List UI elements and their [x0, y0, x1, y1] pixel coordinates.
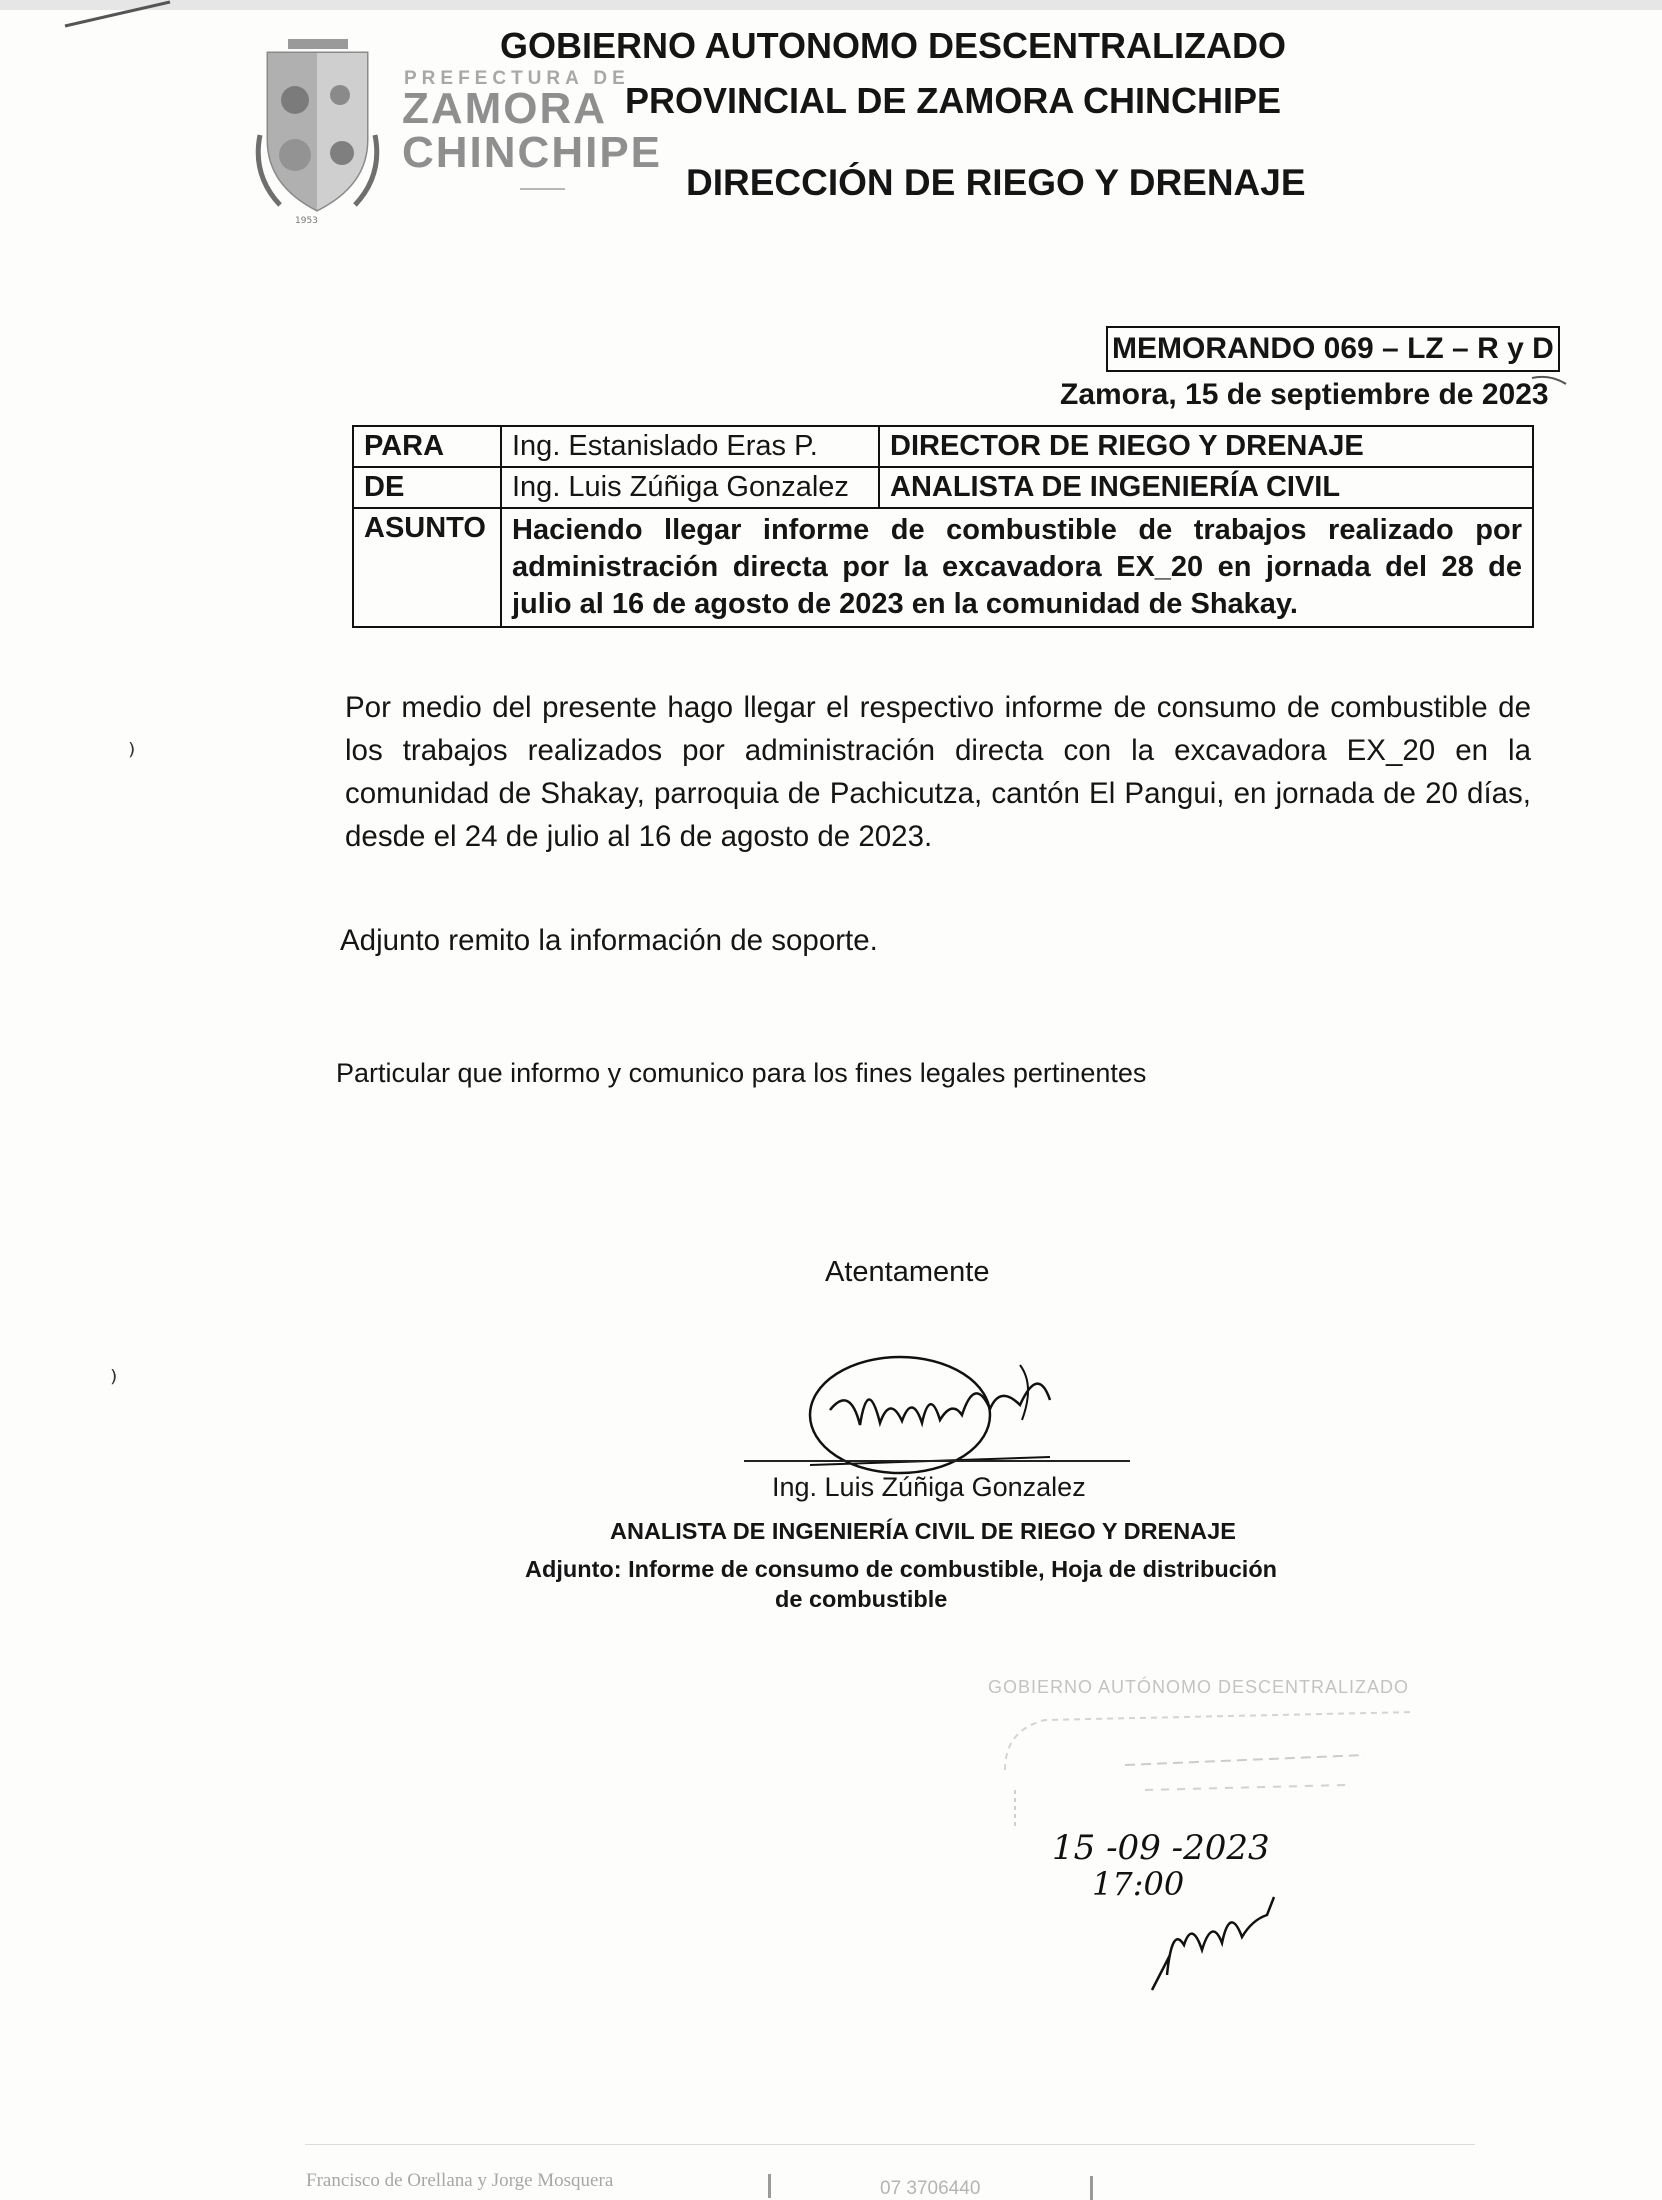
stamp-header-text: GOBIERNO AUTÓNOMO DESCENTRALIZADO	[988, 1677, 1410, 1697]
department-title: DIRECCIÓN DE RIEGO Y DRENAJE	[686, 162, 1306, 203]
received-time: 17:00	[1092, 1865, 1185, 1903]
closing: Atentamente	[825, 1256, 990, 1288]
logo-big-text-1: ZAMORA	[402, 84, 608, 133]
hole-punch-mark: ⁾	[110, 1366, 118, 1399]
header-title-line-2: PROVINCIAL DE ZAMORA CHINCHIPE	[625, 80, 1282, 121]
logo-small-text: PREFECTURA DE	[404, 68, 630, 89]
table-row-para	[353, 426, 1533, 467]
received-date-handwriting	[1052, 1825, 1312, 2005]
de-label: DE	[353, 467, 501, 508]
body-paragraph-2: Adjunto remito la información de soporte.	[340, 924, 878, 957]
scan-top-edge	[0, 0, 1662, 10]
signer-title: ANALISTA DE INGENIERÍA CIVIL DE RIEGO Y DRENAJE	[610, 1518, 1236, 1544]
logo-big-text-2: CHINCHIPE	[402, 128, 663, 177]
footer-address: Francisco de Orellana y Jorge Mosquera	[306, 2170, 614, 2191]
footer-separator	[768, 2174, 771, 2198]
attachments-line-1: Adjunto: Informe de consumo de combustible, Hoja de distribución	[525, 1556, 1278, 1582]
signature-line	[744, 1460, 1130, 1462]
footer-phone: 07 3706440	[880, 2178, 981, 2199]
body-paragraph-1: Por medio del presente hago llegar el respectivo informe de consumo de combustible de los trabajos realizados por administración directa con la excavadora EX_20 en la comunidad de Shakay, parroquia de Pachicutza, cantón El Pangui, en jornada de 20 días, desde el 24 de julio al 16 de agosto de 2023.	[345, 691, 1531, 853]
logo-underline	[520, 188, 565, 190]
table-row-de	[353, 467, 1533, 508]
para-role: DIRECTOR DE RIEGO Y DRENAJE	[879, 426, 1533, 467]
de-name: Ing. Luis Zúñiga Gonzalez	[501, 467, 879, 508]
attachments-line-2: de combustible	[775, 1586, 948, 1612]
asunto-label: ASUNTO	[353, 508, 501, 627]
para-name: Ing. Estanislado Eras P.	[501, 426, 879, 467]
prefectura-logo	[250, 35, 385, 225]
para-label: PARA	[353, 426, 501, 467]
handwritten-signature	[790, 1345, 1080, 1485]
scan-corner-mark	[60, 0, 180, 30]
signer-name: Ing. Luis Zúñiga Gonzalez	[772, 1472, 1086, 1502]
memo-reference: MEMORANDO 069 – LZ – R y D	[1106, 326, 1560, 372]
svg-text:1953: 1953	[295, 216, 318, 225]
received-initials	[1152, 1897, 1274, 1990]
received-date: 15 -09 -2023	[1052, 1828, 1270, 1868]
footer-separator	[1090, 2176, 1093, 2200]
table-row-asunto	[353, 508, 1533, 627]
body-paragraph-3: Particular que informo y comunico para los fines legales pertinentes	[336, 1058, 1147, 1088]
header-title-line-1: GOBIERNO AUTONOMO DESCENTRALIZADO	[500, 25, 1287, 66]
routing-table	[352, 425, 1534, 628]
asunto-text: Haciendo llegar informe de combustible de trabajos realizado por administración directa por la excavadora EX_20 en jornada del 28 de julio al 16 de agosto de 2023 en la comunidad de Shakay.	[501, 508, 1533, 627]
footer-rule	[305, 2144, 1475, 2145]
memo-date: Zamora, 15 de septiembre de 2023	[1060, 378, 1549, 411]
hole-punch-mark: ⁾	[128, 739, 136, 772]
de-role: ANALISTA DE INGENIERÍA CIVIL	[879, 467, 1533, 508]
